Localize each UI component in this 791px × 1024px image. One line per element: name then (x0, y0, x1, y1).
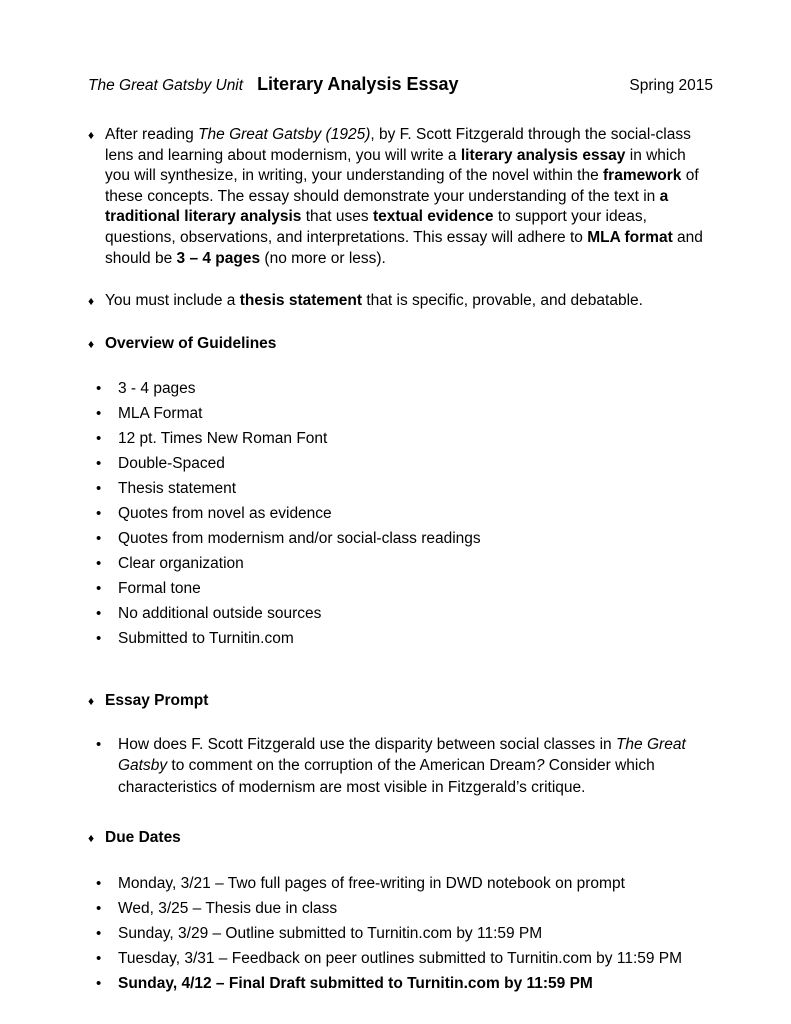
list-item-label: Double-Spaced (118, 455, 225, 473)
due-date-item-label: Wed, 3/25 – Thesis due in class (118, 900, 338, 918)
dot-bullet-icon: • (96, 900, 102, 918)
header-term: Spring 2015 (629, 77, 713, 94)
list-item (88, 576, 713, 601)
list-item (88, 734, 713, 799)
list-item (88, 601, 713, 626)
section-heading-label: Overview of Guidelines (105, 334, 277, 352)
dot-bullet-icon: • (96, 480, 102, 498)
list-item-label: Quotes from novel as evidence (118, 505, 332, 523)
section-heading-label: Due Dates (105, 829, 181, 847)
list-item-label: No additional outside sources (118, 605, 322, 623)
list-item (88, 426, 713, 451)
page-title: Literary Analysis Essay (257, 74, 459, 94)
dot-bullet-icon: • (96, 950, 102, 968)
diamond-bullet-icon: ♦ (88, 128, 95, 142)
dot-bullet-icon: • (96, 975, 102, 993)
list-item (88, 401, 713, 426)
essay-prompt-list (88, 734, 713, 799)
section-overview-of-guidelines-heading (88, 334, 713, 355)
due-date-item-label: Tuesday, 3/31 – Feedback on peer outlines submitted to Turnitin.com by 11:59 PM (118, 950, 683, 968)
list-item (88, 971, 713, 996)
dot-bullet-icon: • (96, 380, 102, 398)
section-essay-prompt-heading (88, 691, 713, 712)
intro-paragraph (88, 125, 713, 269)
list-item-label: Quotes from modernism and/or social-class readings (118, 530, 481, 548)
list-item (88, 376, 713, 401)
list-item (88, 451, 713, 476)
list-item (88, 551, 713, 576)
dot-bullet-icon: • (96, 505, 102, 523)
dot-bullet-icon: • (96, 455, 102, 473)
due-date-item-label: Monday, 3/21 – Two full pages of free-writing in DWD notebook on prompt (118, 875, 625, 893)
thesis-statement-requirement (88, 291, 713, 312)
dot-bullet-icon: • (96, 430, 102, 448)
list-item-label: Clear organization (118, 555, 244, 573)
diamond-bullet-icon: ♦ (88, 294, 95, 309)
list-item-label: Thesis statement (118, 480, 237, 498)
document-header (88, 74, 713, 95)
dot-bullet-icon: • (96, 925, 102, 943)
list-item-label: MLA Format (118, 405, 203, 423)
due-date-item-label: Sunday, 4/12 – Final Draft submitted to Turnitin.com by 11:59 PM (118, 975, 593, 993)
thesis-statement-text: You must include a thesis statement that is specific, provable, and debatable. (105, 292, 643, 310)
header-unit-title: The Great Gatsby Unit (88, 77, 244, 94)
dot-bullet-icon: • (96, 875, 102, 893)
list-item (88, 896, 713, 921)
dot-bullet-icon: • (96, 605, 102, 623)
dot-bullet-icon: • (96, 405, 102, 423)
due-date-item-label: Sunday, 3/29 – Outline submitted to Turnitin.com by 11:59 PM (118, 925, 543, 943)
dot-bullet-icon: • (96, 630, 102, 648)
due-dates-list (88, 871, 713, 996)
section-due-dates-heading (88, 828, 713, 849)
dot-bullet-icon: • (96, 530, 102, 548)
list-item (88, 626, 713, 651)
list-item (88, 946, 713, 971)
list-item (88, 476, 713, 501)
intro-paragraph-text: After reading The Great Gatsby (1925), by F. Scott Fitzgerald through the social-class lens and learning about modernism, you will write a literary analysis essay in which you will synthesize, in writing, your understanding of the novel within the framework of these concepts. The essay should demonstrate your understanding of the text in a traditional literary analysis that uses textual evidence to support your ideas, questions, observations, and interpretations. This essay will adhere to MLA format and should be 3 – 4 pages (no more or less). (105, 126, 703, 267)
dot-bullet-icon: • (96, 580, 102, 598)
section-heading-label: Essay Prompt (105, 692, 209, 710)
diamond-bullet-icon: ♦ (88, 694, 95, 709)
diamond-bullet-icon: ♦ (88, 336, 95, 351)
list-item-label: Submitted to Turnitin.com (118, 630, 294, 648)
essay-prompt-text: How does F. Scott Fitzgerald use the disparity between social classes in The Great Gatsby to comment on the corruption of the American Dream? Consider which characteristics of modernism are most visible in Fitzgerald’s critique. (118, 735, 686, 796)
diamond-bullet-icon: ♦ (88, 831, 95, 846)
list-item-label: 3 - 4 pages (118, 380, 196, 398)
list-item-label: 12 pt. Times New Roman Font (118, 430, 328, 448)
list-item-label: Formal tone (118, 580, 201, 598)
list-item (88, 871, 713, 896)
guidelines-list (88, 376, 713, 651)
list-item (88, 921, 713, 946)
dot-bullet-icon: • (96, 555, 102, 573)
list-item (88, 501, 713, 526)
list-item (88, 526, 713, 551)
dot-bullet-icon: • (96, 735, 102, 753)
